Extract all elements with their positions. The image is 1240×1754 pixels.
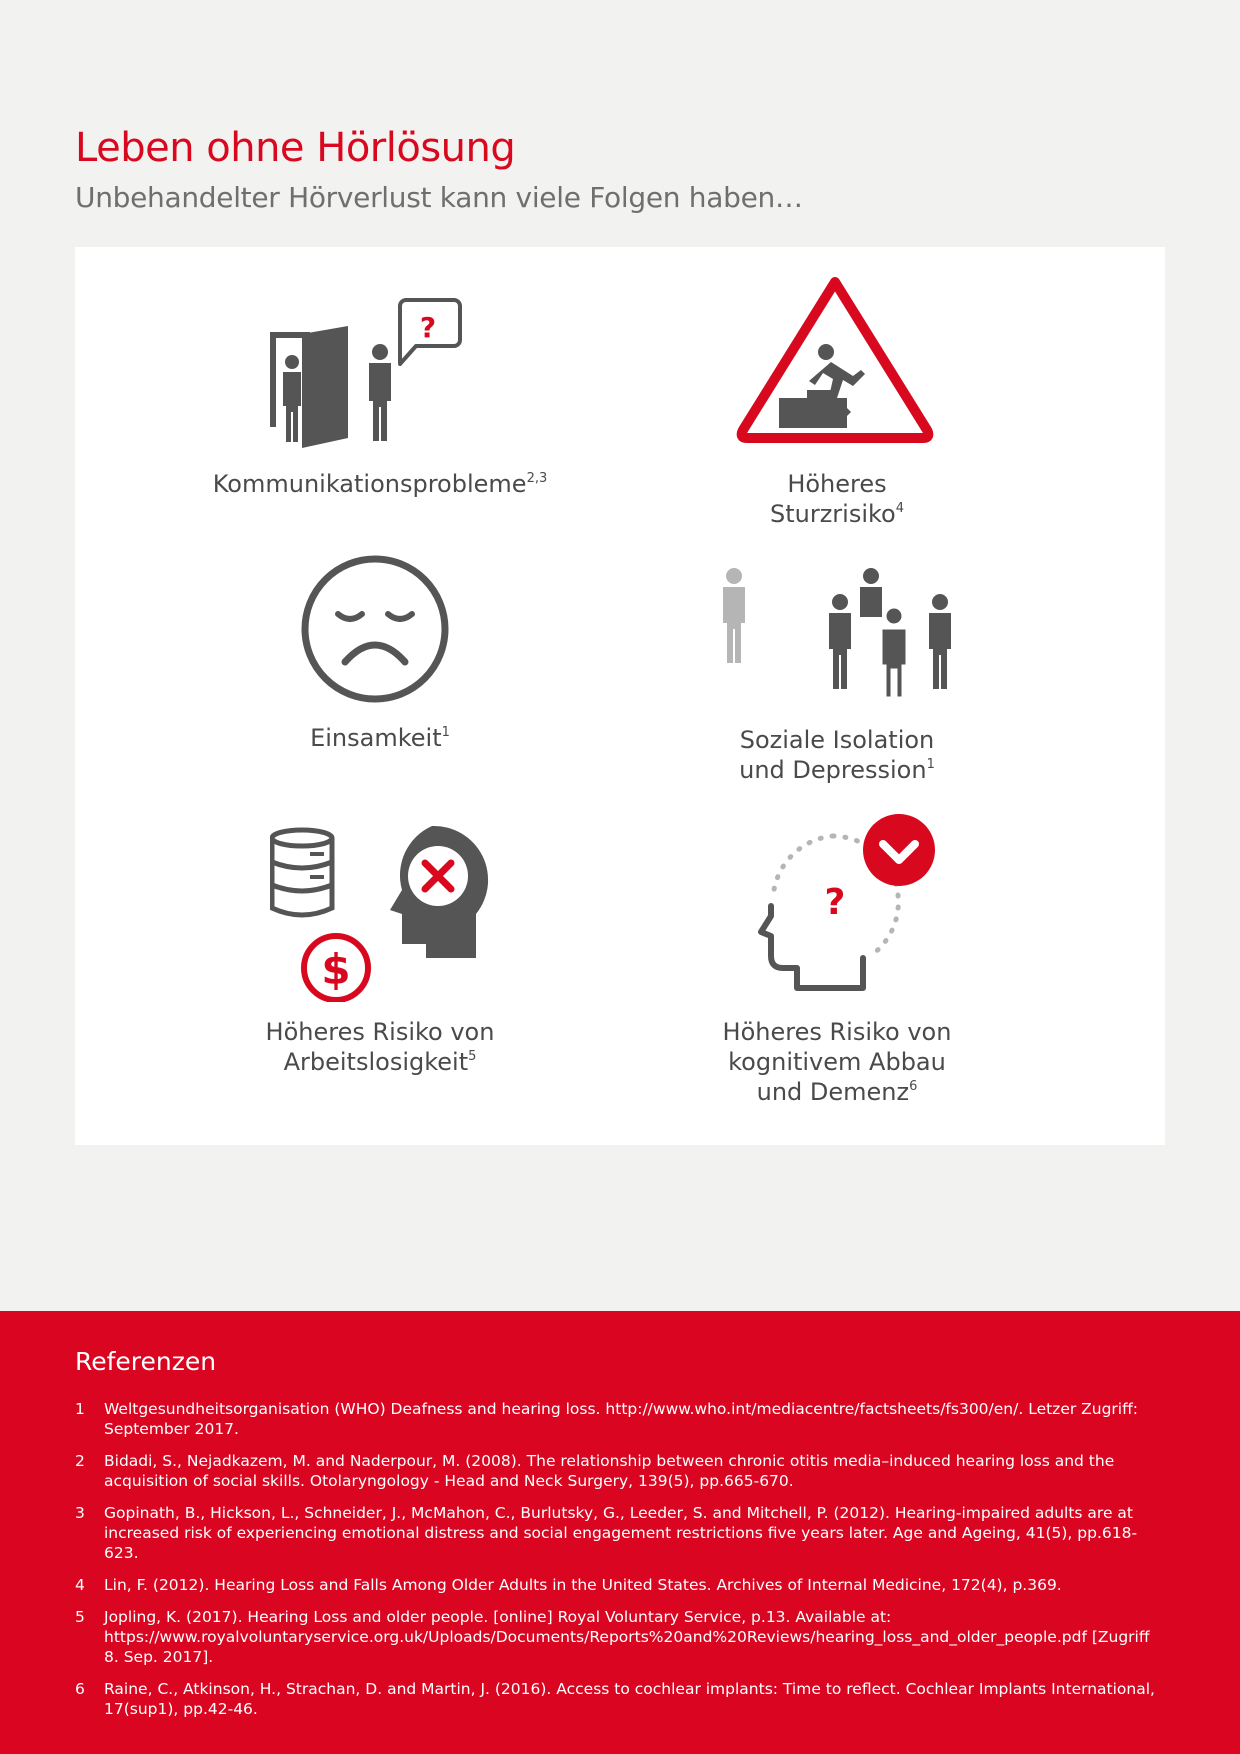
references-list — [75, 1399, 1165, 1731]
reference-item: 2 Bidadi, S., Nejadkazem, M. and Naderpour, M. (2008). The relationship between chronic otitis media–induced hearing loss and the acquisition of social skills. Otolaryngology - Head and Neck Surgery, 139(5), pp.665-670. — [75, 1452, 1115, 1490]
label-unemployment: Höheres Risiko von Arbeitslosigkeit$^5$ — [265, 1018, 495, 1076]
svg-text:?: ? — [419, 311, 437, 344]
svg-text:?: ? — [824, 882, 846, 923]
reference-item: 6 Raine, C., Atkinson, H., Strachan, D. and Martin, J. (2016). Access to cochlear implants: Time to reflect. Cochlear Implants International, 17(sup1), pp.42-46. — [75, 1680, 1155, 1718]
references-title: Referenzen — [75, 1347, 217, 1376]
isolated-person-icon — [715, 565, 965, 700]
label-loneliness: Einsamkeit$^1$ — [310, 724, 450, 752]
communication-icon — [270, 292, 510, 452]
svg-text:$: $ — [321, 945, 351, 994]
reference-item: 5 Jopling, K. (2017). Hearing Loss and older people. [online] Royal Voluntary Service, p.13. Available at: https://www.royalvoluntaryservice.org.uk/Uploads/Documents/Reports%20and%20Reviews/hearing_loss_and_older_people.pdf [Zugriff 8. Sep. 2017]. — [75, 1608, 1150, 1666]
consequences-panel — [75, 247, 1165, 1145]
label-cognitive-decline: Höheres Risiko von kognitivem Abbau und Demenz$^6$ — [722, 1018, 952, 1106]
fall-warning-icon — [735, 272, 935, 452]
references-section — [0, 1311, 1240, 1754]
reference-item: 1 Weltgesundheitsorganisation (WHO) Deafness and hearing loss. http://www.who.int/mediacentre/factsheets/fs300/en/. Letzer Zugriff: September 2017. — [75, 1400, 1139, 1438]
label-fall-risk: Höheres Sturzrisiko$^4$ — [769, 470, 905, 528]
sad-face-icon — [300, 554, 450, 704]
label-communication: Kommunikationsprobleme$^{2,3}$ — [212, 470, 548, 498]
money-head-icon — [270, 822, 510, 1002]
reference-item: 3 Gopinath, B., Hickson, L., Schneider, J., McMahon, C., Burlutsky, G., Leeder, S. and Mitchell, P. (2012). Hearing-impaired adults are at increased risk of experiencing emotional distress and social engagement restrictions five years later. Age and Ageing, 41(5), pp.618-623. — [75, 1504, 1138, 1562]
page-subtitle: Unbehandelter Hörverlust kann viele Folgen haben… — [75, 181, 803, 214]
cognitive-decline-icon — [745, 814, 945, 1004]
reference-item: 4 Lin, F. (2012). Hearing Loss and Falls Among Older Adults in the United States. Archives of Internal Medicine, 172(4), p.369. — [75, 1576, 1062, 1594]
label-social-isolation: Soziale Isolation und Depression$^1$ — [739, 726, 935, 784]
page-title: Leben ohne Hörlösung — [75, 125, 516, 171]
